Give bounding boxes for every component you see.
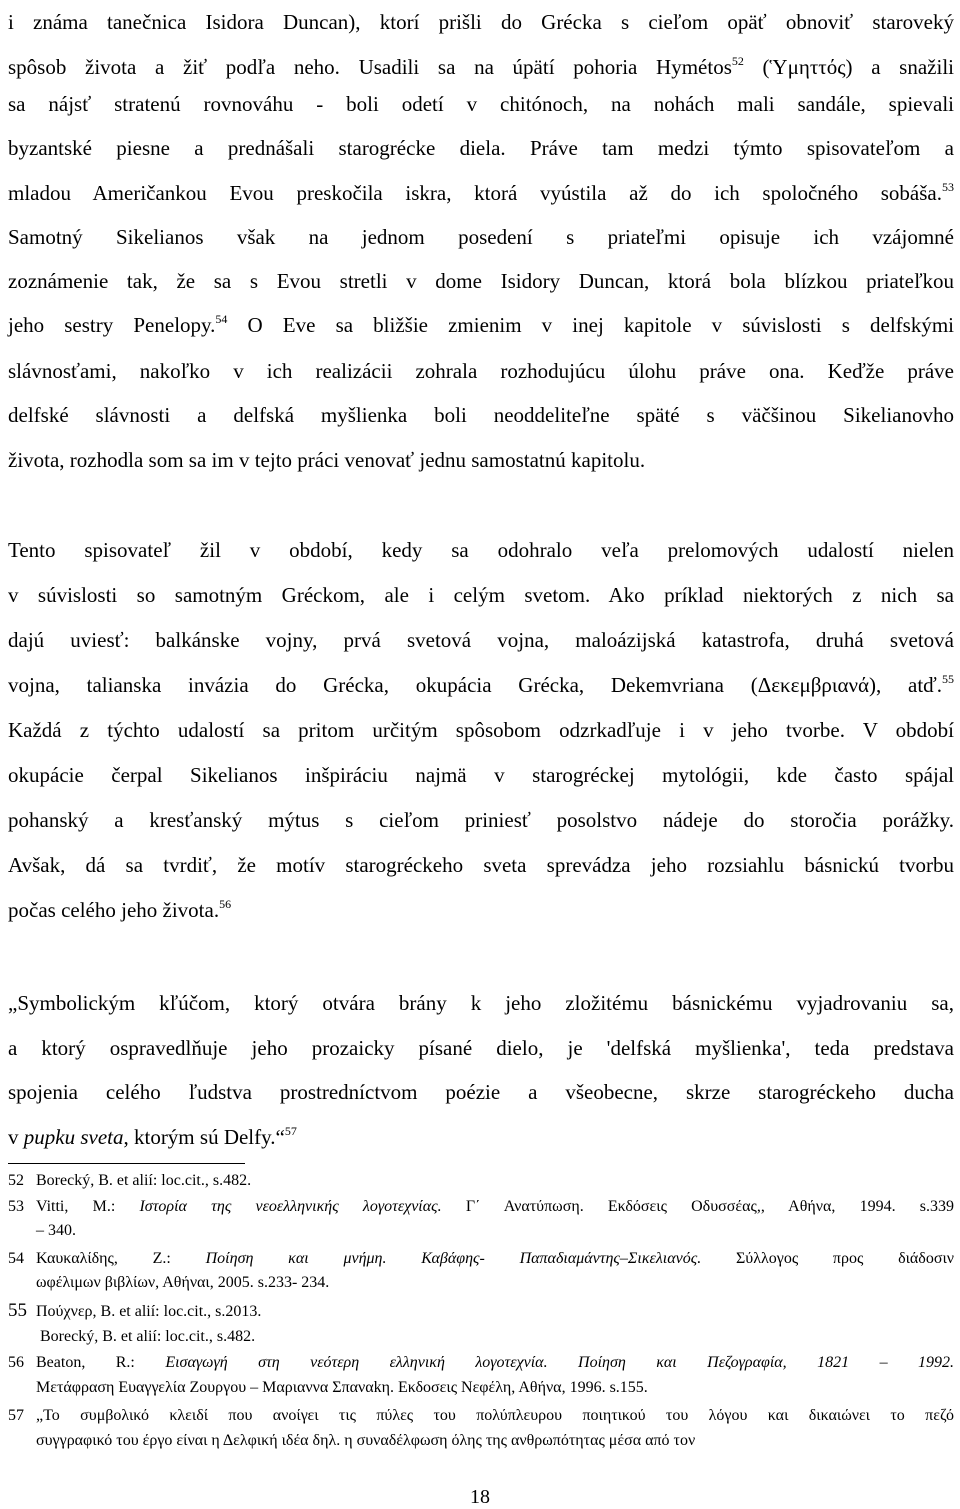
footnote-54 [8,1249,954,1269]
body-line: zoznámenie tak, že sa s Evou stretli v dome Isidory Duncan, ktorá bola blízkou priateľkou [8,269,954,293]
footnote-text: Borecký, B. et alií: loc.cit., s.482. [36,1172,252,1189]
footnote-number: 54 [8,1250,24,1267]
quote-line: „Symbolickým kľúčom, ktorý otvára brány k jeho zložitému básnickému vyjadrovaniu sa, [8,991,954,1015]
body-line: Avšak, dá sa tvrdiť, že motív starogréckeho sveta sprevádza jeho rozsiahlu básnickú tvorbu [8,853,954,877]
body-text: , ktorým sú Delfy.“ [123,1125,285,1149]
body-line: Tento spisovateľ žil v období, kedy sa odohralo veľa prelomových udalostí nielen [8,538,954,562]
footnote-text: Καυκαλίδης, Ζ.: [36,1250,206,1267]
body-line: Každá z týchto udalostí sa pritom určitým spôsobom odzrkadľuje i v jeho tvorbe. V období [8,718,954,742]
body-line: sa nájsť stratenú rovnováhu - boli odetí v chitónoch, na nohách mali sandále, spievali [8,92,954,116]
body-line [8,671,954,699]
footnote-ref: 57 [284,1124,297,1138]
footnote-number: 57 [8,1407,24,1424]
body-line: byzantské piesne a prednášali starogrécke diela. Práve tam medzi týmto spisovateľom a [8,136,954,160]
footnote-55 [8,1301,954,1322]
body-line: i známa tanečnica Isidora Duncan), ktorí prišli do Grécka s cieľom opäť obnoviť staroveký [8,10,954,34]
body-text: spôsob života a žiť podľa neho. Usadili sa na úpätí pohoria Hymétos [8,55,732,79]
footnote-54-cont: ωφέλιμων βιβλίων, Αθήναι, 2005. s.233- 234. [36,1274,330,1291]
body-text: počas celého jeho života. [8,898,220,922]
body-line: Samotný Sikelianos však na jednom posedení s priateľmi opisuje ich vzájomné [8,225,954,249]
body-text: mladou Američankou Evou preskočila iskra, ktorá vyústila až do ich spoločného sobáša. [8,181,942,205]
footnote-ref: 56 [219,897,232,911]
footnote-text: Σύλλογος προς διάδοσιν [701,1250,955,1267]
quote-line: a ktorý ospravedlňuje jeho prozaicky písané dielo, je 'delfská myšlienka', teda predstava [8,1036,954,1060]
footnote-ref: 55 [942,672,954,686]
footnote-separator [8,1163,245,1164]
italic-text: Ποίηση και μνήμη. Καβάφης- Παπαδιαμάντης–Σικελιανός. [205,1250,702,1267]
footnote-number: 53 [8,1198,24,1215]
footnote-ref: 52 [731,54,744,68]
body-line: delfské slávnosti a delfská myšlienka boli neoddeliteľne späté s väčšinou Sikelianovho [8,403,954,427]
body-text: vojna, talianska invázia do Grécka, okupácia Grécka, Dekemvriana (Δεκεμβριανά), atď. [8,673,942,697]
body-line: v súvislosti so samotným Gréckom, ale i celým svetom. Ako príklad niektorých z nich sa [8,583,954,607]
body-line: okupácie čerpal Sikelianos inšpiráciu najmä v starogréckej mytológii, kde často spájal [8,763,954,787]
footnote-text: „Το συμβολικό κλειδί που ανοίγει τις πύλες του πολύπλευρου ποιητικού του λόγου και δικαιώνει το πεζό [36,1407,954,1424]
footnote-text: Γ΄ Ανατύπωση. Εκδόσεις Οδυσσέας,, Αθήνα, 1994. s.339 [441,1198,955,1215]
body-line: života, rozhodla som sa im v tejto práci venovať jednu samostatnú kapitolu. [8,448,646,472]
body-line [8,896,954,924]
italic-text: Εισαγωγή στη νεότερη ελληνική λογοτεχνία. Ποίηση και Πεζογραφία, 1821 – 1992. [165,1354,955,1371]
body-line: slávnosťami, nakoľko v ich realizácii zohrala rozhodujúcu úlohu práve ona. Keďže práve [8,359,954,383]
footnote-text: Πούχνερ, B. et alií: loc.cit., s.2013. [36,1303,262,1320]
body-text: O Eve sa bližšie zmienim v inej kapitole v súvislosti s delfskými [227,313,954,337]
footnote-ref: 54 [215,312,228,326]
footnote-number: 55 [8,1300,27,1321]
body-line [8,311,954,339]
body-text: jeho sestry Penelopy. [8,313,216,337]
footnote-text: Beaton, R.: [36,1354,166,1371]
footnote-53-cont: – 340. [36,1222,76,1239]
page-number: 18 [470,1486,490,1508]
footnote-text: Vitti, M.: [36,1198,140,1215]
body-line: pohanský a kresťanský mýtus s cieľom priniesť posolstvo nádeje do storočia porážky. [8,808,954,832]
footnote-56-cont: Μετάφραση Ευαγγελία Ζουργου – Μαριαννα Σπαναkη. Εκδοσεις Νεφέλη, Αθήνα, 1996. s.155. [36,1379,648,1396]
quote-line [8,1123,954,1151]
footnote-number: 52 [8,1172,24,1189]
footnote-ref: 53 [942,180,954,194]
body-line [8,53,954,81]
footnote-55-cont: Borecký, B. et alií: loc.cit., s.482. [40,1328,256,1345]
footnote-number: 56 [8,1354,24,1371]
footnote-57-cont: συγγραφικό του έργο είναι η Δελφική ιδέα δηλ. η συναδέλφωση όλης της ανθρωπότητας μέσα από τον [36,1432,696,1449]
italic-text: pupku sveta [23,1125,124,1149]
footnote-52 [8,1171,954,1191]
footnote-56 [8,1353,954,1373]
italic-text: Ιστορία της νεοελληνικής λογοτεχνίας. [139,1198,442,1215]
footnote-53 [8,1197,954,1217]
footnote-57 [8,1406,954,1426]
quote-line: spojenia celého ľudstva prostredníctvom poézie a všeobecne, skrze starogréckeho ducha [8,1080,954,1104]
body-line: dajú uviesť: balkánske vojny, prvá svetová vojna, maloázijská katastrofa, druhá svetová [8,628,954,652]
body-text: v [8,1125,24,1149]
body-line [8,179,954,207]
body-text: (Ὑμηττός) a snažili [743,55,954,79]
